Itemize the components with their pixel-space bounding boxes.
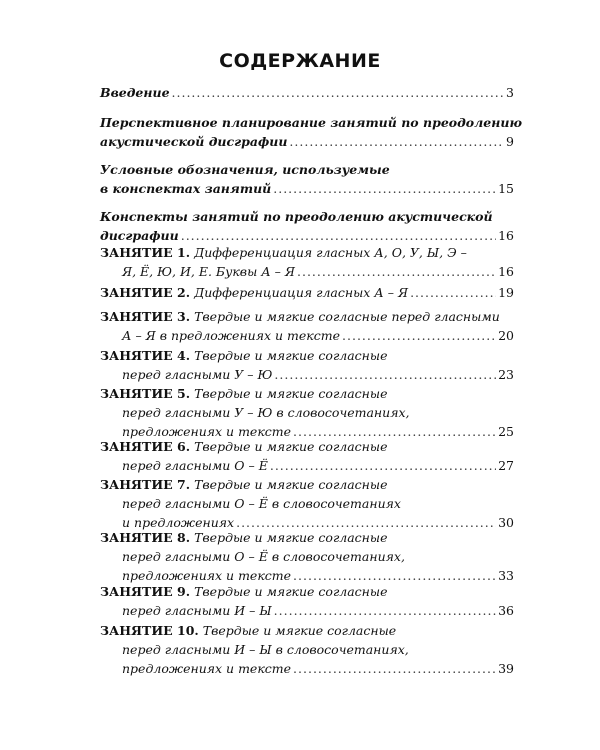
page-number: 36	[498, 603, 514, 618]
entry-title-line1: Условные обозначения, используемые	[100, 162, 390, 177]
lesson-number: ЗАНЯТИЕ 7.	[100, 477, 191, 492]
lesson-title-line2: Я, Ё, Ю, И, Е. Буквы А – Я	[122, 264, 295, 279]
toc-entry-lesson-1[interactable]	[100, 243, 514, 281]
page-number: 16	[498, 264, 514, 279]
dot-leader	[274, 601, 496, 620]
entry-title-line2: акустической дисграфии	[100, 134, 288, 149]
lesson-number: ЗАНЯТИЕ 3.	[100, 309, 191, 324]
dot-leader	[273, 179, 496, 198]
page-number: 19	[498, 285, 514, 300]
lesson-title-line1: Твердые и мягкие согласные	[194, 477, 388, 492]
toc-entry-notes[interactable]	[100, 207, 514, 245]
lesson-title-line2: перед гласными О – Ё в словосочетаниях	[122, 496, 401, 511]
lesson-number: ЗАНЯТИЕ 2.	[100, 285, 191, 300]
lesson-title-line1: Твердые и мягкие согласные	[194, 386, 388, 401]
dot-leader	[270, 456, 496, 475]
toc-entry-lesson-4[interactable]	[100, 346, 514, 384]
lesson-title-line2: перед гласными У – Ю	[122, 367, 273, 382]
lesson-number: ЗАНЯТИЕ 10.	[100, 623, 199, 638]
page-number: 16	[498, 228, 514, 243]
dot-leader	[172, 83, 505, 102]
lesson-title-line2: перед гласными И – Ы	[122, 603, 272, 618]
toc-entry-plan[interactable]	[100, 113, 522, 151]
entry-title-line1: Перспективное планирование занятий по преодолению	[100, 115, 522, 130]
toc-entry-symbols[interactable]	[100, 160, 514, 198]
lesson-title-line2: перед гласными И – Ы в словосочетаниях,	[122, 642, 409, 657]
page-number: 3	[506, 85, 514, 100]
lesson-title-line1: Твердые и мягкие согласные перед гласными	[194, 309, 500, 324]
lesson-title-line1: Твердые и мягкие согласные	[202, 623, 397, 638]
lesson-title-line3: предложениях и тексте	[122, 424, 292, 439]
page-number: 39	[498, 661, 514, 676]
page-number: 23	[498, 367, 514, 382]
toc-entry-lesson-5[interactable]	[100, 384, 514, 441]
lesson-number: ЗАНЯТИЕ 6.	[100, 439, 191, 454]
page-title: СОДЕРЖАНИЕ	[219, 50, 381, 72]
lesson-title-line1: Твердые и мягкие согласные	[194, 530, 388, 545]
lesson-number: ЗАНЯТИЕ 5.	[100, 386, 191, 401]
lesson-title-line3: предложениях и тексте	[122, 568, 292, 583]
entry-title-line2: дисграфии	[100, 228, 179, 243]
toc-entry-lesson-2[interactable]	[100, 283, 514, 302]
lesson-title-line1: Дифференциация гласных А, О, У, Ы, Э –	[194, 245, 467, 260]
dot-leader	[274, 365, 496, 384]
page-number: 25	[498, 424, 514, 439]
toc-entry-lesson-6[interactable]	[100, 437, 514, 475]
lesson-title-line2: перед гласными О – Ё	[122, 458, 268, 473]
lesson-title-line1: Твердые и мягкие согласные	[194, 348, 388, 363]
entry-title-line2: в конспектах занятий	[100, 181, 272, 196]
page-number: 27	[498, 458, 514, 473]
dot-leader	[342, 326, 496, 345]
dot-leader	[297, 262, 496, 281]
page-number: 33	[498, 568, 514, 583]
toc-entry-lesson-8[interactable]	[100, 528, 514, 585]
page-number: 20	[498, 328, 514, 343]
lesson-title-line1: Твердые и мягкие согласные	[194, 439, 388, 454]
dot-leader	[289, 132, 504, 151]
dot-leader	[293, 659, 496, 678]
toc-entry-lesson-10[interactable]	[100, 621, 514, 678]
lesson-title-line3: предложениях и тексте	[122, 661, 292, 676]
dot-leader	[410, 283, 496, 302]
toc-entry-lesson-7[interactable]	[100, 475, 514, 532]
toc-entry-intro[interactable]	[100, 83, 514, 102]
toc-entry-lesson-3[interactable]	[100, 307, 514, 345]
lesson-number: ЗАНЯТИЕ 9.	[100, 584, 191, 599]
entry-title-line1: Конспекты занятий по преодолению акустической	[100, 209, 493, 224]
lesson-title-line2: перед гласными У – Ю в словосочетаниях,	[122, 405, 410, 420]
page-number: 15	[498, 181, 514, 196]
page-number: 30	[498, 515, 514, 530]
lesson-title-line2: А – Я в предложениях и тексте	[122, 328, 341, 343]
lesson-title-line1: Твердые и мягкие согласные	[194, 584, 388, 599]
page-number: 9	[506, 134, 514, 149]
lesson-title-line3: и предложениях	[122, 515, 235, 530]
lesson-number: ЗАНЯТИЕ 1.	[100, 245, 191, 260]
toc-entry-lesson-9[interactable]	[100, 582, 514, 620]
entry-title: Введение	[100, 85, 170, 100]
lesson-number: ЗАНЯТИЕ 4.	[100, 348, 191, 363]
lesson-title-line1: Дифференциация гласных А – Я	[194, 285, 409, 300]
lesson-title-line2: перед гласными О – Ё в словосочетаниях,	[122, 549, 405, 564]
lesson-number: ЗАНЯТИЕ 8.	[100, 530, 191, 545]
